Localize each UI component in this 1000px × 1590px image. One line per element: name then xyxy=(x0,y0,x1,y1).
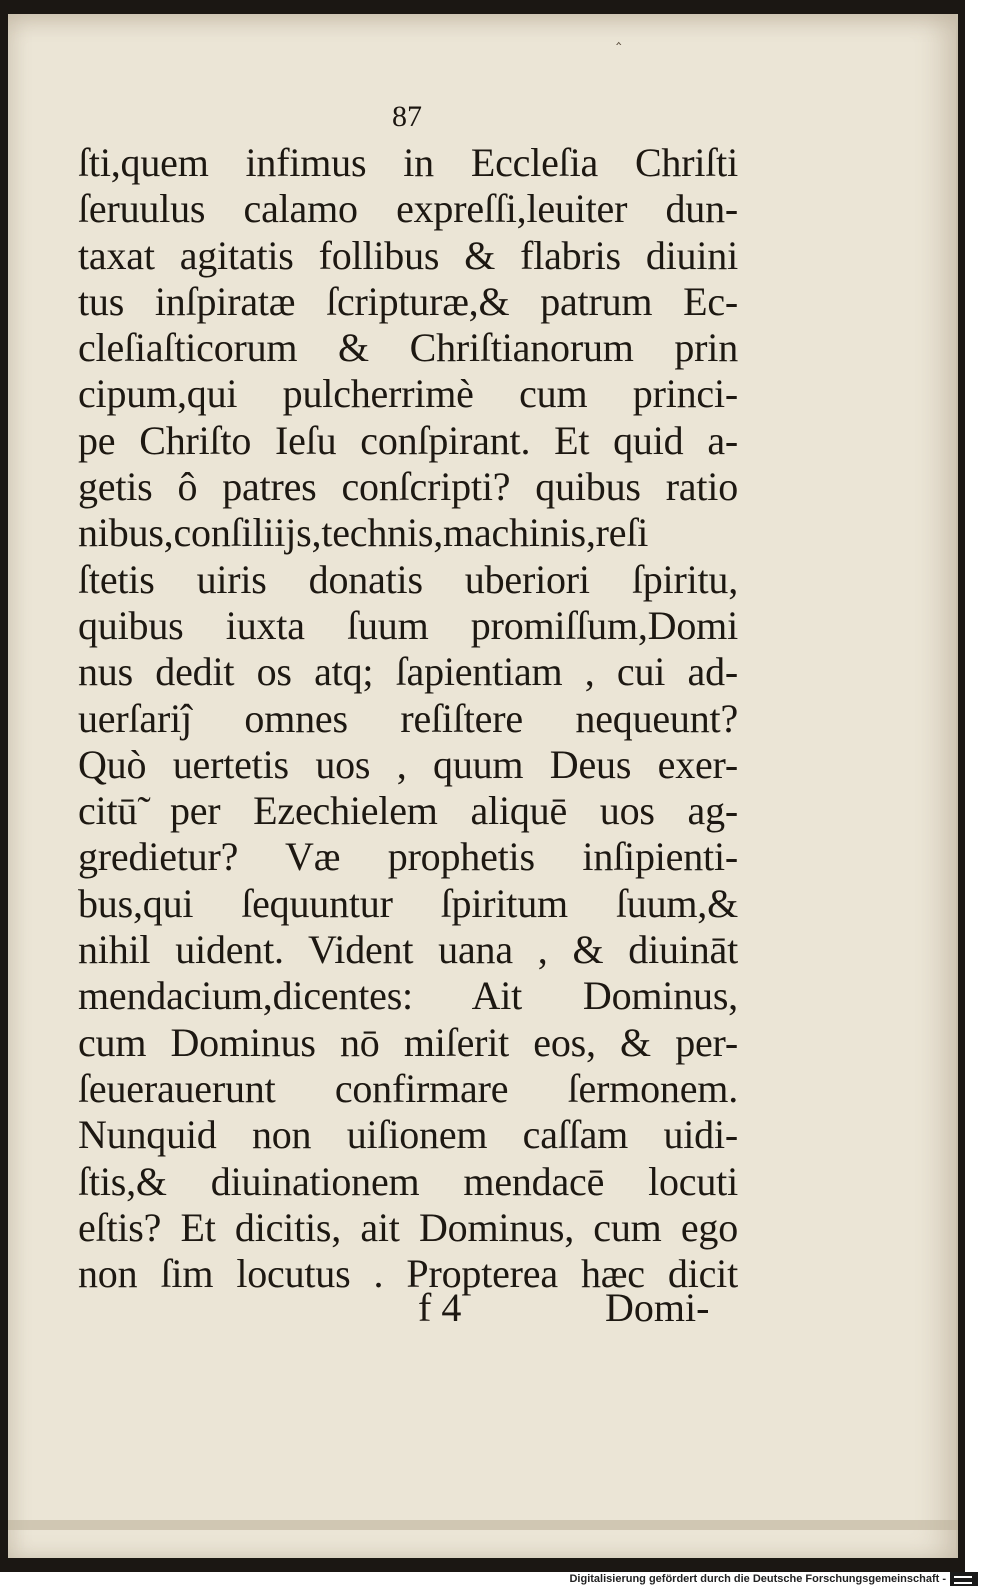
text-line: citū̃ per Ezechielem aliquē uos ag- xyxy=(78,788,738,834)
text-line: cipum,qui pulcherrimè cum princi- xyxy=(78,371,738,417)
text-line: nus dedit os atq; ſapientiam , cui ad- xyxy=(78,649,738,695)
text-line: ſeruulus calamo expreſſi,leuiter dun- xyxy=(78,186,738,232)
text-line: tus inſpiratæ ſcripturæ,& patrum Ec- xyxy=(78,278,738,324)
ink-mark: ‸ xyxy=(616,26,622,45)
text-line: getis ô patres conſcripti? quibus ratio xyxy=(78,464,738,510)
text-line: eſtis? Et dicitis, ait Dominus, cum ego xyxy=(78,1204,738,1250)
text-line: bus,qui ſequuntur ſpiritum ſuum,& xyxy=(78,880,738,926)
text-line: cleſiaſticorum & Chriſtianorum prin xyxy=(78,325,738,371)
text-line: non ſim locutus . Propterea hæc dicit xyxy=(78,1251,738,1297)
text-line: ſeuerauerunt confirmare ſermonem. xyxy=(78,1065,738,1111)
text-line: pe Chriſto Ieſu conſpirant. Et quid a- xyxy=(78,417,738,463)
dfg-logo-icon xyxy=(950,1572,978,1586)
text-line: gredietur? Væ prophetis inſipienti- xyxy=(78,834,738,880)
text-line: Quò uertetis uos , quum Deus exer- xyxy=(78,741,738,787)
text-line: mendacium,dicentes: Ait Dominus, xyxy=(78,973,738,1019)
text-line: cum Dominus nō miſerit eos, & per- xyxy=(78,1019,738,1065)
dfg-credit-text: Digitalisierung gefördert durch die Deutsche Forschungsgemeinschaft - xyxy=(569,1573,946,1585)
folio-number: 87 xyxy=(392,100,422,133)
text-line: nihil uident. Vident uana , & diuināt xyxy=(78,927,738,973)
catchword: Domi- xyxy=(605,1285,710,1330)
dfg-credit xyxy=(569,1572,978,1586)
body-text xyxy=(78,140,738,1297)
signature-mark: f 4 xyxy=(418,1285,462,1330)
text-line: Nunquid non uiſionem caſſam uidi- xyxy=(78,1112,738,1158)
text-line: taxat agitatis follibus & flabris diuini xyxy=(78,232,738,278)
page-edge xyxy=(8,1520,958,1530)
text-line: uerſariĵ omnes reſiſtere nequeunt? xyxy=(78,695,738,741)
text-line: ſtetis uiris donatis uberiori ſpiritu, xyxy=(78,556,738,602)
text-line: quibus iuxta ſuum promiſſum,Domi xyxy=(78,602,738,648)
text-line: ſtis,& diuinationem mendacē locuti xyxy=(78,1158,738,1204)
text-line: nibus,conſiliĳs,technis,machinis,reſi xyxy=(78,510,649,556)
text-line: ſti,quem infimus in Eccleſia Chriſti xyxy=(78,140,738,185)
